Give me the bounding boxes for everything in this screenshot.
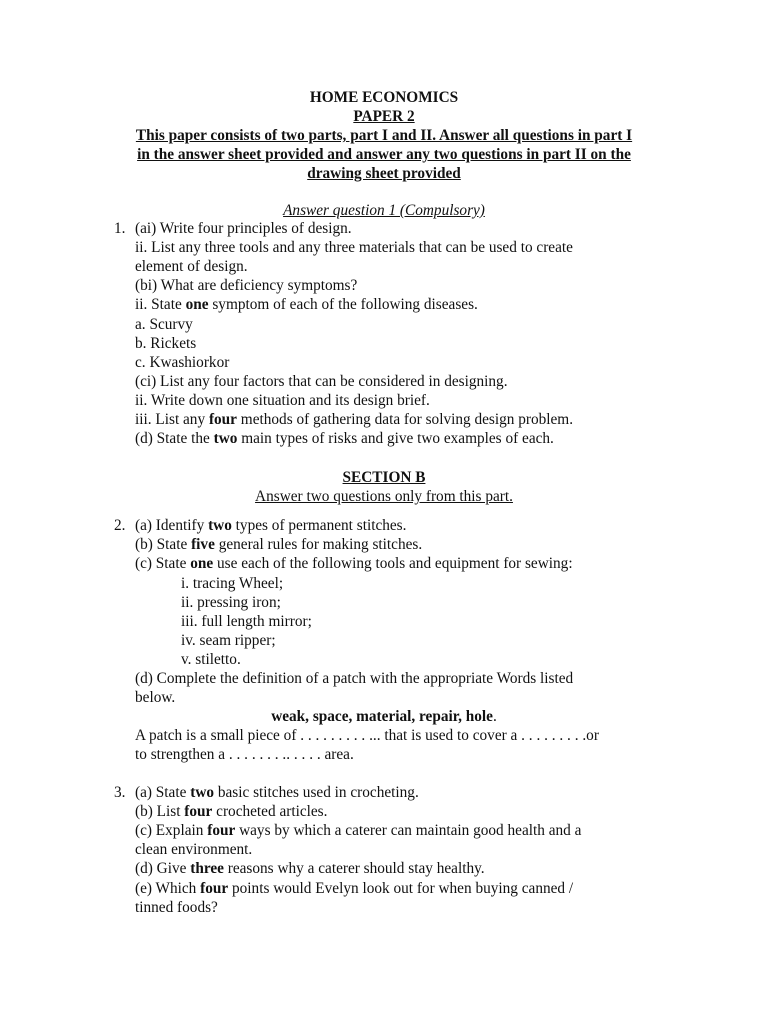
question-3-line: (d) Give three reasons why a caterer should stay healthy. [135,860,485,878]
section-a-heading: Answer question 1 (Compulsory) [283,202,485,219]
question-3-line: (b) List four crocheted articles. [135,803,328,821]
paper-subject: HOME ECONOMICS [309,89,459,106]
question-3-emphasis: three [190,860,224,878]
question-2d-line-2: below. [135,689,176,706]
tool-item: iii. full length mirror; [181,613,312,631]
question-1-line: c. Kwashiorkor [135,353,230,371]
question-3-line: clean environment. [135,841,253,859]
question-2-emphasis: two [208,517,232,534]
question-3-line: (e) Which four points would Evelyn look out for when buying canned / [135,879,574,897]
question-2-line: (c) State one use each of the following tools and equipment for sewing: [135,555,573,573]
question-2-emphasis: five [191,536,215,554]
question-3-emphasis: two [190,784,215,801]
question-3-emphasis: four [184,803,213,821]
question-2-emphasis: one [190,555,214,573]
question-1-line: (ai) Write four principles of design. [135,220,352,237]
question-3-line: (c) Explain four ways by which a caterer can maintain good health and a [135,822,582,840]
question-1-line: ii. Write down one situation and its design brief. [135,391,430,409]
instruction-line-2: in the answer sheet provided and answer any two questions in part II on the [137,146,631,163]
patch-word-list-words: weak, space, material, repair, hole [271,708,493,725]
question-1-emphasis: one [185,296,209,314]
instruction-line-1: This paper consists of two parts, part I and II. Answer all questions in part I [135,127,633,144]
question-3-line: tinned foods? [135,898,218,916]
tool-item: i. tracing Wheel; [181,575,284,592]
question-1-line: (ci) List any four factors that can be considered in designing. [135,372,508,390]
question-2-line: (b) State five general rules for making stitches. [135,536,423,554]
question-2-line: (a) Identify two types of permanent stitches. [135,517,407,534]
tool-item: ii. pressing iron; [181,594,281,612]
question-1-line: element of design. [135,258,248,276]
question-2d-line-1: (d) Complete the definition of a patch with the appropriate Words listed [135,670,574,687]
question-1-line: (bi) What are deficiency symptoms? [135,277,358,295]
tool-item: iv. seam ripper; [181,632,276,650]
instruction-line-3: drawing sheet provided [307,165,461,182]
question-3-emphasis: four [200,879,229,897]
question-1-line: a. Scurvy [135,315,193,333]
question-3-emphasis: four [207,822,236,840]
question-1-emphasis: two [213,430,238,448]
question-2-number: 2. [114,517,126,534]
question-1-number: 1. [114,220,126,237]
question-1-emphasis: four [208,411,237,428]
tool-item: v. stiletto. [181,651,241,669]
question-1-line: (d) State the two main types of risks and give two examples of each. [135,430,554,448]
section-b-subheading: Answer two questions only from this part. [255,488,513,505]
question-3-number: 3. [114,784,126,801]
question-1-line: b. Rickets [135,334,197,352]
question-1-line: ii. List any three tools and any three materials that can be used to create [135,239,573,257]
paper-number: PAPER 2 [353,108,415,125]
question-1-line: iii. List any four methods of gathering data for solving design problem. [135,411,574,428]
patch-definition-line-1: A patch is a small piece of . . . . . . . . . ... that is used to cover a . . . . . . . . .or [135,727,599,744]
question-3-line: (a) State two basic stitches used in crocheting. [135,784,419,801]
patch-definition-line-2: to strengthen a . . . . . . . .. . . . . area. [135,746,354,763]
question-1-line: ii. State one symptom of each of the following diseases. [135,296,478,314]
patch-word-list: weak, space, material, repair, hole. [271,708,497,725]
section-b-heading: SECTION B [342,469,426,486]
